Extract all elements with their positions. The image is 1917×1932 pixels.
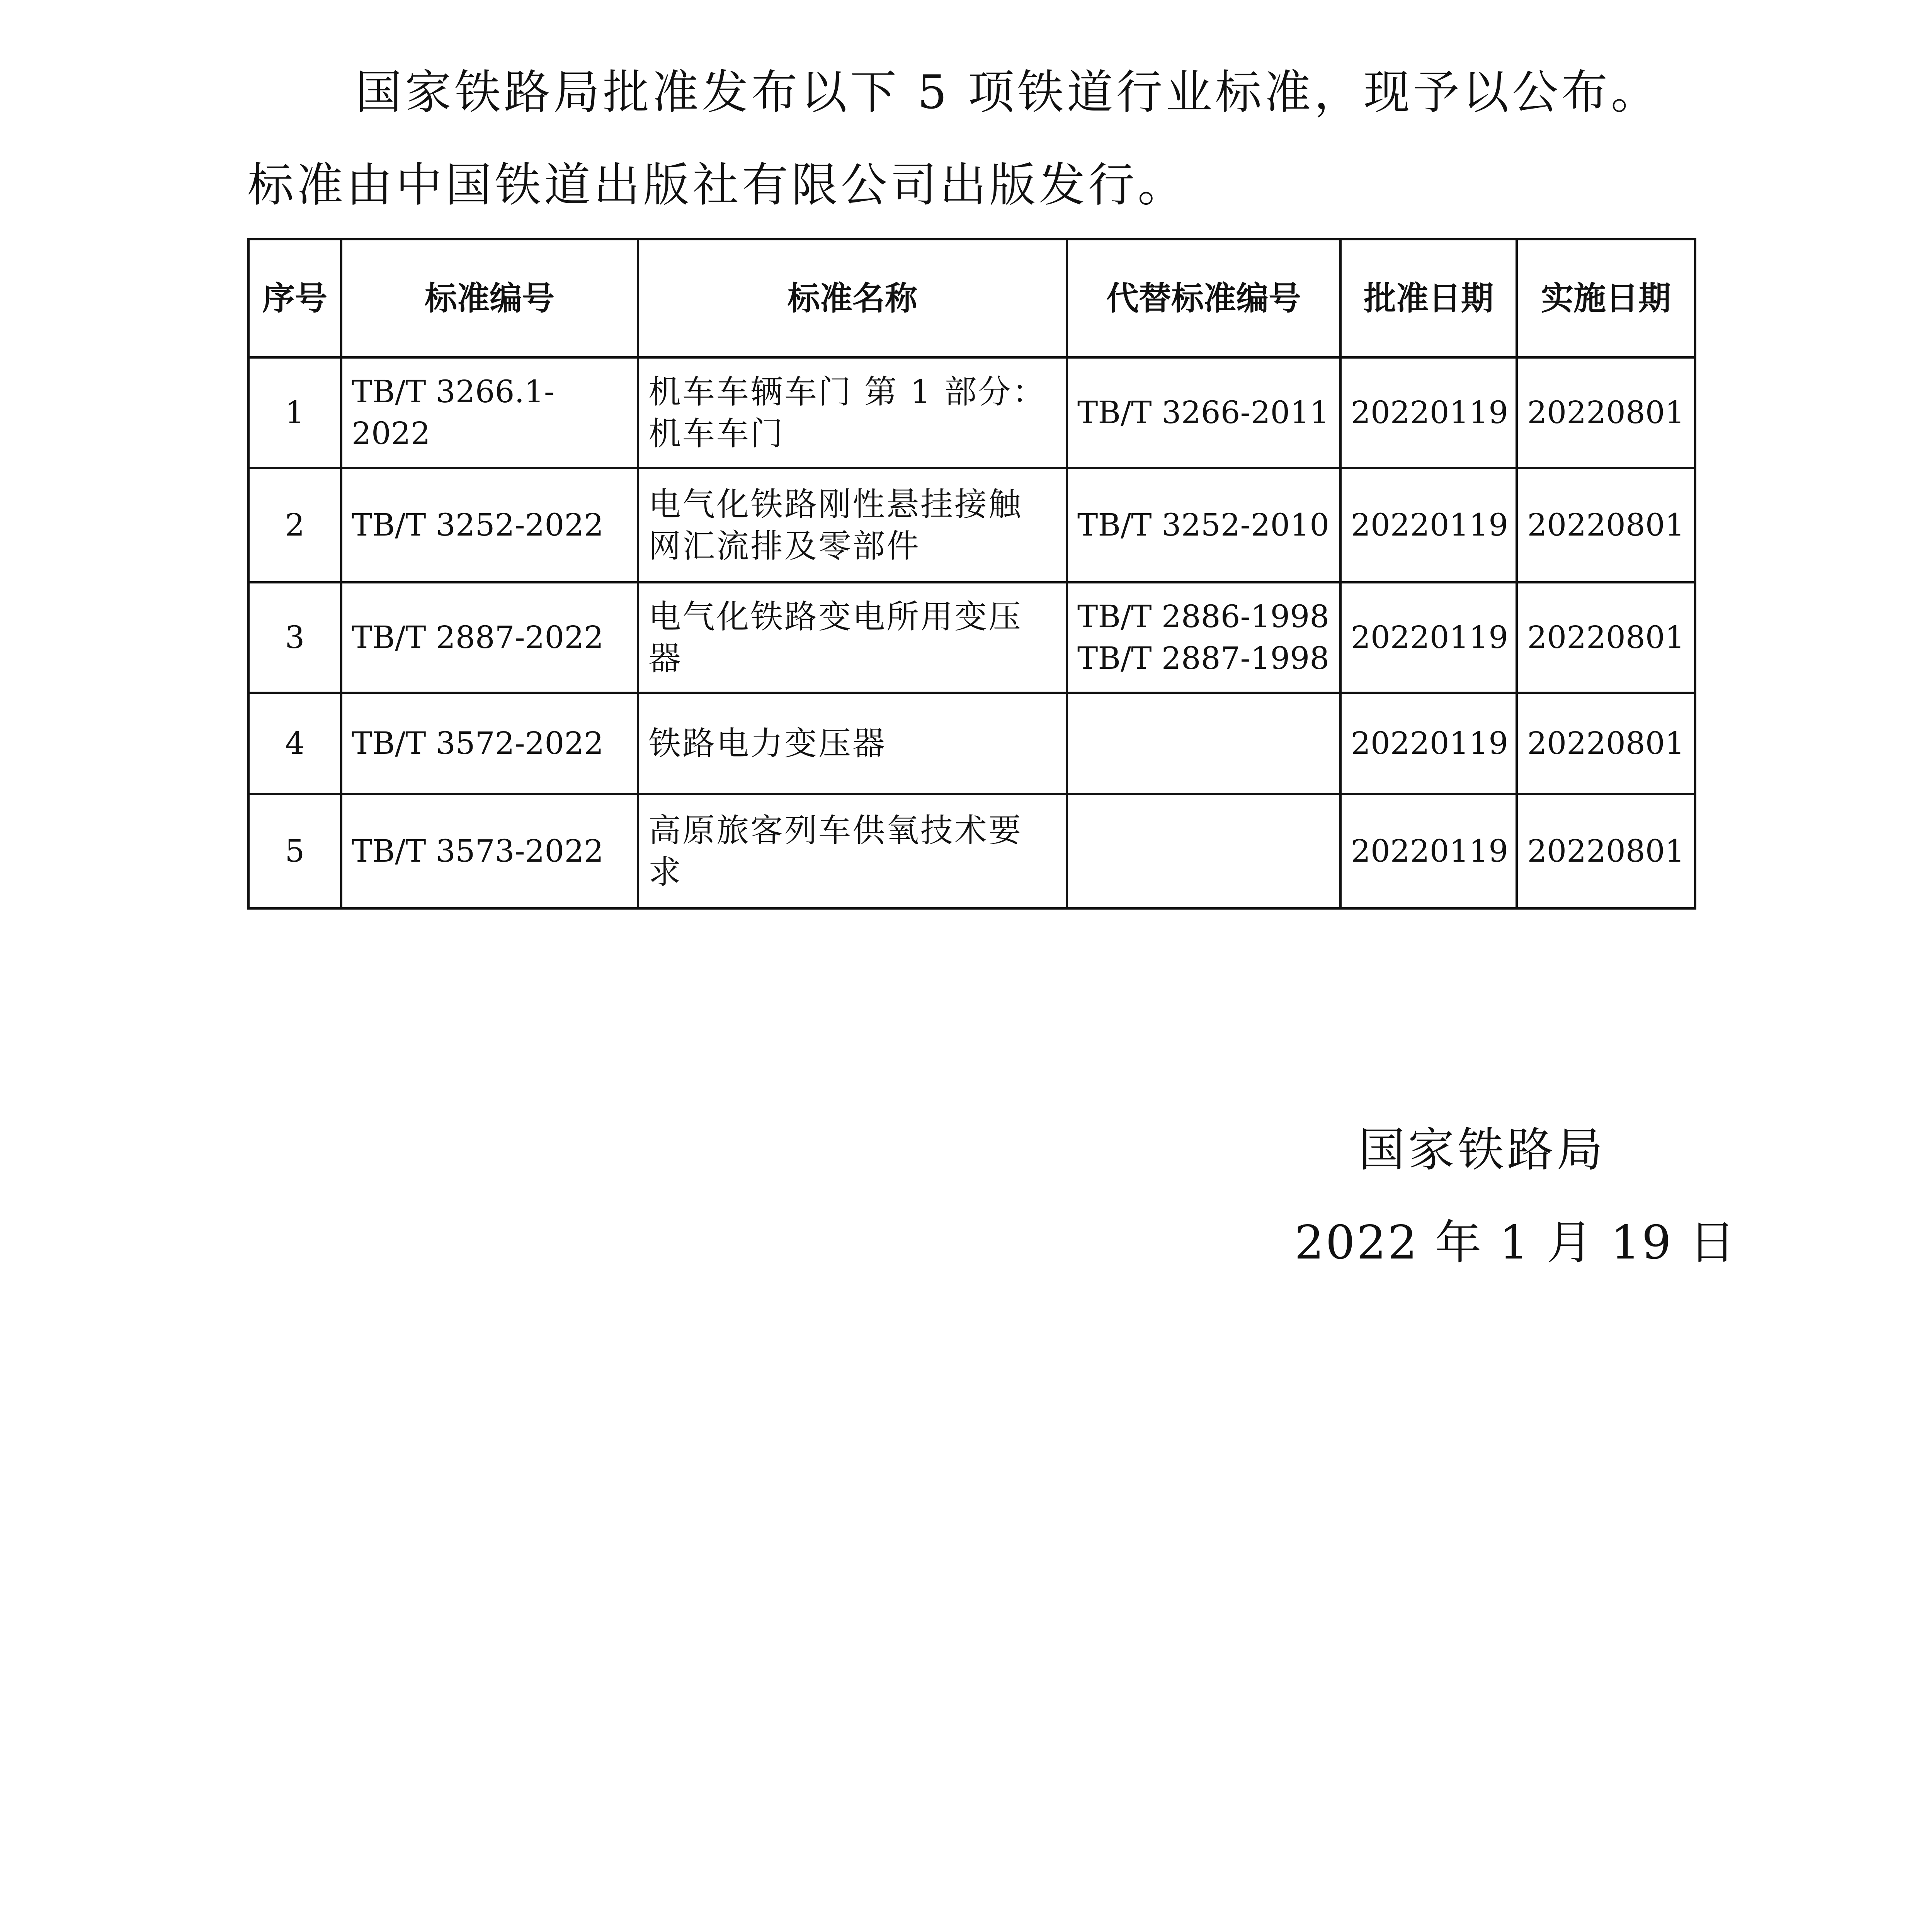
cell-effective: 20220801 xyxy=(1517,357,1695,468)
cell-code: TB/T 3572-2022 xyxy=(341,693,638,794)
signature-date: 2022 年 1 月 19 日 xyxy=(1294,1216,1737,1270)
cell-name xyxy=(638,582,1067,693)
intro-line-2: 标准由中国铁道出版社有限公司出版发行。 xyxy=(247,158,1187,212)
cell-replaces-line-1: TB/T 3252-2010 xyxy=(1077,507,1330,543)
intro-line-1: 国家铁路局批准发布以下 5 项铁道行业标准，现予以公布。 xyxy=(356,66,1660,119)
cell-effective: 20220801 xyxy=(1517,468,1695,582)
cell-replaces xyxy=(1067,693,1340,794)
signature-org: 国家铁路局 xyxy=(1359,1123,1606,1177)
cell-approved: 20220119 xyxy=(1340,582,1517,693)
cell-code: TB/T 2887-2022 xyxy=(341,582,638,693)
cell-replaces xyxy=(1067,582,1340,693)
cell-no: 3 xyxy=(248,582,341,693)
cell-name-line-2: 器 xyxy=(648,639,683,677)
cell-replaces-line-2: TB/T 2887-1998 xyxy=(1077,640,1330,676)
header-code: 标准编号 xyxy=(341,239,638,357)
cell-replaces xyxy=(1067,468,1340,582)
cell-effective: 20220801 xyxy=(1517,582,1695,693)
intro-paragraph xyxy=(247,46,1708,232)
cell-no: 1 xyxy=(248,357,341,468)
cell-code: TB/T 3573-2022 xyxy=(341,794,638,908)
cell-effective: 20220801 xyxy=(1517,693,1695,794)
cell-approved: 20220119 xyxy=(1340,468,1517,582)
cell-approved: 20220119 xyxy=(1340,693,1517,794)
table-row xyxy=(248,582,1695,693)
cell-code: TB/T 3252-2022 xyxy=(341,468,638,582)
cell-replaces xyxy=(1067,794,1340,908)
cell-name-line-2: 求 xyxy=(648,853,683,891)
cell-name-line-1: 电气化铁路变电所用变压 xyxy=(648,598,1023,636)
table-row xyxy=(248,468,1695,582)
cell-approved: 20220119 xyxy=(1340,357,1517,468)
cell-name-line-1: 高原旅客列车供氧技术要 xyxy=(648,811,1023,849)
table-row xyxy=(248,693,1695,794)
cell-approved: 20220119 xyxy=(1340,794,1517,908)
cell-name xyxy=(638,468,1067,582)
cell-name xyxy=(638,693,1067,794)
header-name: 标准名称 xyxy=(638,239,1067,357)
table-row xyxy=(248,357,1695,468)
cell-replaces xyxy=(1067,357,1340,468)
cell-replaces-line-1: TB/T 2886-1998 xyxy=(1077,599,1330,634)
header-approved: 批准日期 xyxy=(1340,239,1517,357)
header-no: 序号 xyxy=(248,239,341,357)
header-effective: 实施日期 xyxy=(1517,239,1695,357)
cell-name xyxy=(638,357,1067,468)
cell-name-line-1: 机车车辆车门 第 1 部分： xyxy=(648,373,1046,411)
header-replaces: 代替标准编号 xyxy=(1067,239,1340,357)
cell-no: 4 xyxy=(248,693,341,794)
cell-name-line-1: 铁路电力变压器 xyxy=(648,724,887,762)
cell-name-line-1: 电气化铁路刚性悬挂接触 xyxy=(648,485,1023,523)
cell-replaces-line-1: TB/T 3266-2011 xyxy=(1077,395,1330,430)
table-header-row xyxy=(248,239,1695,357)
cell-code: TB/T 3266.1-2022 xyxy=(341,357,638,468)
cell-name-line-2: 网汇流排及零部件 xyxy=(648,527,921,565)
cell-name-line-2: 机车车门 xyxy=(648,415,785,452)
cell-name xyxy=(638,794,1067,908)
cell-no: 2 xyxy=(248,468,341,582)
cell-no: 5 xyxy=(248,794,341,908)
standards-table xyxy=(247,238,1696,910)
cell-effective: 20220801 xyxy=(1517,794,1695,908)
table-row xyxy=(248,794,1695,908)
